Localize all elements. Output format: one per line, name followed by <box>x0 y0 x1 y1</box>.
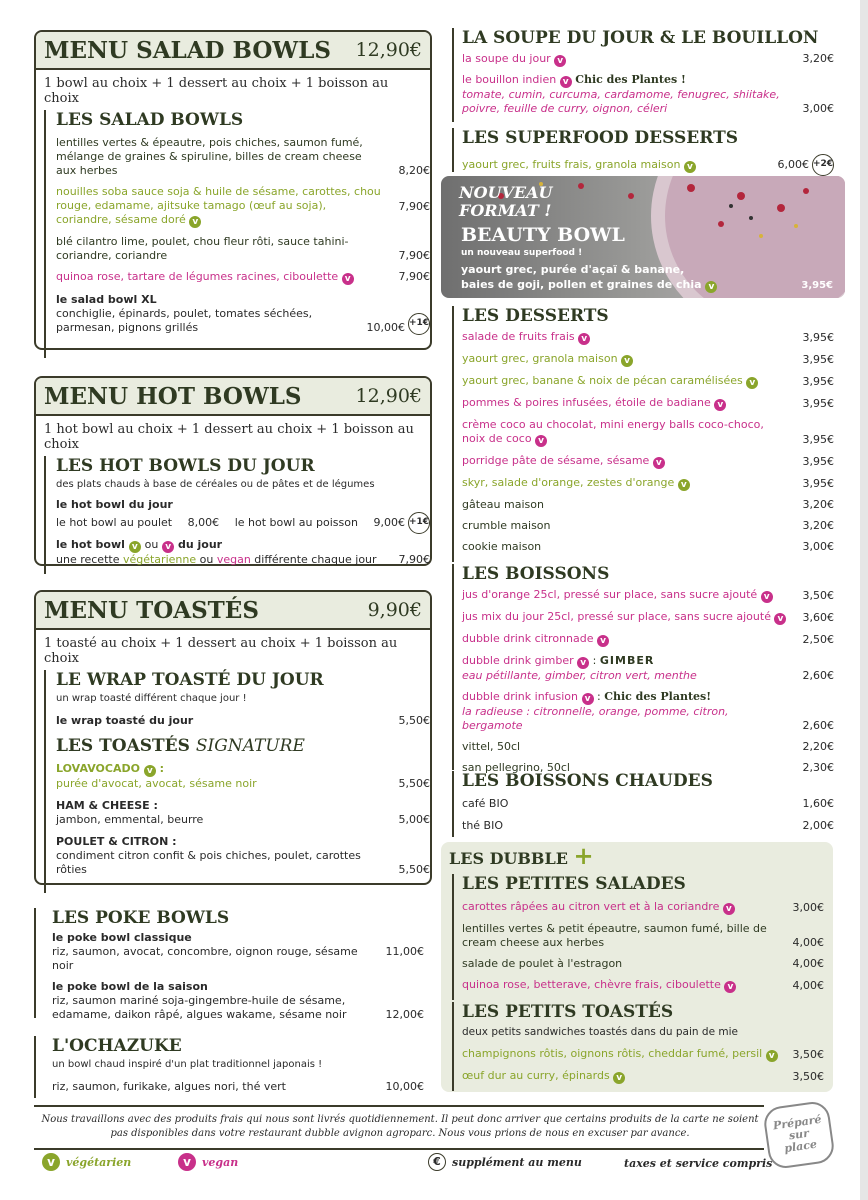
dessert-item <box>462 519 836 533</box>
toast-item-price: 5,50€ <box>398 777 430 790</box>
salad-menu-subtitle: 1 bowl au choix + 1 dessert au choix + 1 boisson au choix <box>44 76 389 106</box>
toast-section <box>44 670 430 893</box>
beauty-text2: baies de goji, pollen et graines de chia <box>461 278 702 291</box>
prepare-sur-place-stamp <box>762 1100 836 1171</box>
hot-menu-header <box>36 378 430 416</box>
poke-item-name: le poke bowl classique <box>52 931 192 944</box>
superfood-price: 6,00€ <box>777 158 809 171</box>
dessert-item <box>462 396 836 411</box>
ochazuke-text: riz, saumon, furikake, algues nori, thé vert <box>52 1080 286 1093</box>
poke-item-price: 11,00€ <box>385 945 424 958</box>
salad-menu-header <box>36 32 430 70</box>
petits-toastes-section <box>452 1002 826 1091</box>
beauty-text1: yaourt grec, purée d'açaï & banane, <box>461 263 685 276</box>
soupe-item <box>462 52 836 67</box>
salad-item-text: nouilles soba sauce soja & huile de sésame, carottes, chou rouge, edamame, ajitsuke tamago (œuf au soja), coriandre, sésame doré <box>56 185 381 226</box>
hot-bowls-desc: des plats chauds à base de céréales ou de pâtes et de légumes <box>56 479 375 490</box>
beauty-line1: NOUVEAU <box>459 183 553 202</box>
petite-salade-item-price: 3,00€ <box>792 901 824 914</box>
wrap-desc: un wrap toasté différent chaque jour ! <box>56 693 247 704</box>
dubble-title: LES DUBBLE <box>449 849 568 868</box>
salad-xl-price: 10,00€ <box>366 321 405 334</box>
bouillon-label: le bouillon indien <box>462 73 557 86</box>
dessert-item-price: 3,20€ <box>802 498 834 511</box>
legend-vegetarian-label: végétarien <box>66 1155 132 1169</box>
ochazuke-section <box>34 1036 424 1098</box>
soupe-price: 3,20€ <box>802 52 834 65</box>
vegan-icon: v <box>723 903 735 915</box>
boisson-item-price: 2,60€ <box>802 669 834 682</box>
signature-title-b: SIGNATURE <box>195 736 305 756</box>
dessert-item <box>462 330 836 345</box>
petit-toaste-item <box>462 1047 826 1062</box>
toast-item-name: POULET & CITRON : <box>56 835 177 848</box>
wrap-item-price: 5,50€ <box>398 714 430 727</box>
petite-salade-item-text: salade de poulet à l'estragon <box>462 957 623 970</box>
soupe-label: la soupe du jour <box>462 52 551 65</box>
poke-item-name: le poke bowl de la saison <box>52 980 208 993</box>
boisson-item-text: jus mix du jour 25cl, pressé sur place, sans sucre ajouté <box>462 610 771 623</box>
hot-bowl-options <box>56 512 430 534</box>
dessert-item <box>462 476 836 491</box>
vegan-icon: v <box>560 76 572 88</box>
dessert-item <box>462 352 836 367</box>
toast-menu-subtitle: 1 toasté au choix + 1 dessert au choix + 1 boisson au choix <box>44 636 398 666</box>
dessert-item-price: 3,95€ <box>802 375 834 388</box>
dessert-item <box>462 454 836 469</box>
chaudes-item <box>462 797 836 811</box>
salad-bowls-title: LES SALAD BOWLS <box>56 110 244 130</box>
dessert-item-text: porridge pâte de sésame, sésame <box>462 454 650 467</box>
supplement-badge: +1€ <box>408 313 430 335</box>
dessert-item-text: salade de fruits frais <box>462 330 575 343</box>
dessert-item-text: yaourt grec, banane & noix de pécan caramélisées <box>462 374 743 387</box>
hot-menu-box <box>34 376 432 566</box>
boisson-item-text: dubble drink gimber <box>462 654 574 667</box>
salad-item-price: 7,90€ <box>398 270 430 283</box>
footer-bottom-line <box>34 1148 764 1150</box>
bouillon-text: tomate, cumin, curcuma, cardamome, fenugrec, shiitake, poivre, feuille de curry, oignon, céleri <box>462 88 780 115</box>
vegetarian-icon: v <box>746 377 758 389</box>
toast-item-name-text: LOVAVOCADO <box>56 762 140 775</box>
hot-bowl-veg-title <box>56 538 430 553</box>
toast-item-text: jambon, emmental, beurre <box>56 813 204 826</box>
hot-bowl-veg-text-e: différente chaque jour <box>254 553 377 566</box>
superfood-section <box>452 128 836 172</box>
petits-toastes-desc: deux petits sandwiches toastés dans du pain de mie <box>462 1026 738 1038</box>
vegetarian-icon: v <box>621 355 633 367</box>
dessert-item-price: 3,95€ <box>802 331 834 344</box>
petite-salade-item-price: 4,00€ <box>792 979 824 992</box>
dessert-item <box>462 418 836 447</box>
beauty-line2: FORMAT ! <box>459 201 552 220</box>
toast-item-text: condiment citron confit & pois chiches, poulet, carottes rôties <box>56 849 361 876</box>
bouillon-title <box>462 73 836 88</box>
hot-menu-price: 12,90€ <box>355 385 422 407</box>
dessert-item-price: 3,00€ <box>802 540 834 553</box>
dessert-item-text: skyr, salade d'orange, zestes d'orange <box>462 476 675 489</box>
poke-item-text: riz, saumon, avocat, concombre, oignon rouge, sésame noir <box>52 945 358 972</box>
boisson-item-text: san pellegrino, 50cl <box>462 761 570 774</box>
hot-bowl-veg-text-c: ou <box>199 553 214 566</box>
legend-vegan <box>178 1153 238 1171</box>
wrap-item-label: le wrap toasté du jour <box>56 714 194 727</box>
boisson-item <box>462 740 836 754</box>
poke-section <box>34 908 424 1021</box>
salad-item-price: 7,90€ <box>398 199 430 213</box>
poke-item-text: riz, saumon mariné soja-gingembre-huile de sésame, edamame, daikon râpé, algues wakame, sésame noir <box>52 994 347 1021</box>
vegan-icon: v <box>597 635 609 647</box>
vegan-icon: v <box>554 55 566 67</box>
soupe-section <box>452 28 836 122</box>
ochazuke-title: L'OCHAZUKE <box>52 1036 182 1056</box>
stamp-text: Préparé sur place <box>772 1112 823 1156</box>
vegetarian-icon: v <box>129 541 141 553</box>
hot-bowl-veg-text-b: végétarienne <box>122 553 197 566</box>
boisson-item-price: 2,20€ <box>802 740 834 753</box>
vegan-icon: v <box>577 657 589 669</box>
vegan-icon: v <box>162 541 174 553</box>
legend-vegetarian <box>42 1153 131 1171</box>
chaudes-title: LES BOISSONS CHAUDES <box>462 771 713 791</box>
toasts-list <box>462 1047 826 1084</box>
petit-toaste-item <box>462 1069 826 1084</box>
dessert-item-price: 3,95€ <box>802 353 834 366</box>
vegan-icon: v <box>342 273 354 285</box>
ochazuke-item <box>52 1080 424 1094</box>
hot-bowl-poulet: le hot bowl au poulet <box>56 516 173 529</box>
chic-des-plantes-logo: Chic des Plantes ! <box>575 73 686 86</box>
salad-item-text: quinoa rose, tartare de légumes racines, ciboulette <box>56 270 339 283</box>
supplement-badge: +2€ <box>812 154 834 176</box>
salades-list <box>462 900 826 993</box>
dessert-item-price: 3,95€ <box>802 477 834 490</box>
signature-title <box>56 736 430 756</box>
boisson-item-text: vittel, 50cl <box>462 740 521 753</box>
vegetarian-icon: v <box>766 1050 778 1062</box>
boisson-item: dubble drink gimber v : GIMBER eau pétillante, gimber, citron vert, menthe 2,60€ <box>462 654 834 682</box>
petite-salade-item <box>462 922 826 950</box>
boisson-item-text: dubble drink citronnade <box>462 632 594 645</box>
salad-item <box>56 235 430 263</box>
vegan-icon: v <box>761 591 773 603</box>
hot-bowls-section <box>44 456 430 574</box>
vegan-icon: v <box>582 693 594 705</box>
hot-bowls-title: LES HOT BOWLS DU JOUR <box>56 456 315 476</box>
wrap-item <box>56 714 430 728</box>
salad-menu-price: 12,90€ <box>355 39 422 61</box>
boisson-item-subtext: eau pétillante, gimber, citron vert, menthe <box>462 669 697 682</box>
hot-bowl-poulet-price: 8,00€ <box>187 516 220 529</box>
hot-menu-title: MENU HOT BOWLS <box>44 382 302 410</box>
salad-xl-text: conchiglie, épinards, poulet, tomates séchées, parmesan, pignons grillés <box>56 307 313 334</box>
gimber-logo: GIMBER <box>599 654 655 667</box>
hot-bowl-veg-text-d: vegan <box>216 553 251 566</box>
boisson-item-price: 2,50€ <box>802 633 834 646</box>
salad-item <box>56 270 430 285</box>
vegan-icon: v <box>535 435 547 447</box>
vegan-icon: v <box>178 1153 196 1171</box>
beauty-tag: un nouveau superfood ! <box>461 248 583 258</box>
boisson-item-price: 3,50€ <box>802 589 834 602</box>
beauty-price: 3,95€ <box>801 280 833 291</box>
dessert-item <box>462 540 836 554</box>
poke-title: LES POKE BOWLS <box>52 908 230 928</box>
dessert-item-price: 3,95€ <box>802 455 834 468</box>
dubble-plus-icon: + <box>573 841 594 870</box>
dessert-item-price: 3,20€ <box>802 519 834 532</box>
boisson-item <box>462 588 836 603</box>
superfood-item <box>462 154 836 176</box>
beauty-title: BEAUTY BOWL <box>461 224 625 246</box>
toast-item-name: LOVAVOCADO v : <box>56 762 165 776</box>
ochazuke-price: 10,00€ <box>385 1080 424 1093</box>
hot-bowl-poisson-price: 9,00€ <box>373 516 405 529</box>
legend-supplement <box>428 1153 582 1171</box>
dessert-item-text: pommes & poires infusées, étoile de badiane <box>462 396 711 409</box>
salad-item <box>56 136 430 178</box>
wrap-title: LE WRAP TOASTÉ DU JOUR <box>56 670 324 690</box>
poke-item <box>52 994 424 1022</box>
hot-bowl-veg-price: 7,90€ <box>398 553 430 566</box>
chaudes-item-price: 1,60€ <box>802 797 834 810</box>
petites-salades-section <box>452 874 826 1000</box>
petite-salade-item-text: carottes râpées au citron vert et à la coriandre <box>462 900 720 913</box>
beauty-bowl-banner <box>441 176 845 298</box>
superfood-text: yaourt grec, fruits frais, granola maison <box>462 157 681 171</box>
vegetarian-icon: v <box>144 765 156 777</box>
petits-toastes-title: LES PETITS TOASTÉS <box>462 1002 674 1022</box>
dessert-item-text: yaourt grec, granola maison <box>462 352 618 365</box>
boisson-item-price: 2,60€ <box>802 719 834 732</box>
toast-item-name-text: POULET & CITRON <box>56 835 169 848</box>
petite-salade-item-price: 4,00€ <box>792 957 824 970</box>
vegan-icon: v <box>578 333 590 345</box>
petit-toaste-item-price: 3,50€ <box>792 1070 824 1083</box>
dessert-item-text: gâteau maison <box>462 498 544 511</box>
desserts-title: LES DESSERTS <box>462 306 609 326</box>
bouillon-price: 3,00€ <box>802 102 834 115</box>
boisson-item-text: jus d'orange 25cl, pressé sur place, sans sucre ajouté <box>462 588 758 601</box>
boissons-section <box>452 564 836 774</box>
hot-bowl-veg-item <box>56 553 430 567</box>
toast-item <box>56 777 430 791</box>
toast-item <box>56 849 430 877</box>
desserts-list <box>462 330 836 554</box>
hot-menu-subtitle: 1 hot bowl au choix + 1 dessert au choix + 1 boisson au choix <box>44 422 414 452</box>
petites-salades-title: LES PETITES SALADES <box>462 874 686 894</box>
toast-item-price: 5,00€ <box>398 813 430 826</box>
vegan-icon: v <box>724 981 736 993</box>
petite-salade-item-text: lentilles vertes & petit épeautre, saumon fumé, bille de cream cheese aux herbes <box>462 922 767 949</box>
euro-icon: € <box>428 1153 446 1171</box>
vegetarian-icon: v <box>678 479 690 491</box>
poke-item <box>52 945 424 973</box>
petite-salade-item-price: 4,00€ <box>792 936 824 949</box>
footer-notice: Nous travaillons avec des produits frais qui nous sont livrés quotidiennement. Il peut donc arriver que certains produits de la carte ne soient pas disponibles dans votre restaurant dubble avignon agroparc. Nous vous prions de nous en excuser par avance. <box>41 1114 759 1139</box>
boisson-item <box>462 610 836 625</box>
salad-item-text: blé cilantro lime, poulet, chou fleur rôti, sauce tahini-coriandre, coriandre <box>56 235 349 262</box>
dessert-item <box>462 498 836 512</box>
legend-taxes: taxes et service compris <box>624 1157 773 1170</box>
supplement-badge: +1€ <box>408 512 430 534</box>
ochazuke-desc: un bowl chaud inspiré d'un plat traditionnel japonais ! <box>52 1059 323 1070</box>
footer-top-line <box>34 1105 764 1107</box>
dubble-panel <box>441 842 833 1092</box>
hot-bowl-veg-title-a: le hot bowl <box>56 538 125 551</box>
salad-menu-title: MENU SALAD BOWLS <box>44 36 332 64</box>
salad-item-text: lentilles vertes & épeautre, pois chiches, saumon fumé, mélange de graines & spiruline, billes de cream cheese aux herbes <box>56 136 363 177</box>
boisson-item-text: dubble drink infusion <box>462 690 578 703</box>
signature-title-a: LES TOASTÉS <box>56 736 190 756</box>
boisson-item-price: 2,30€ <box>802 761 834 774</box>
chaudes-item <box>462 819 836 833</box>
soupe-title: LA SOUPE DU JOUR & LE BOUILLON <box>462 28 819 48</box>
toast-item-text: purée d'avocat, avocat, sésame noir <box>56 777 257 790</box>
vegetarian-icon: v <box>189 216 201 228</box>
vegetarian-icon: v <box>684 161 696 173</box>
dessert-item-price: 3,95€ <box>802 433 834 446</box>
toast-menu-header <box>36 592 430 630</box>
toast-menu-price: 9,90€ <box>367 599 422 621</box>
vegan-icon: v <box>774 613 786 625</box>
salad-item-price: 7,90€ <box>398 249 430 262</box>
dessert-item <box>462 374 836 389</box>
chic-des-plantes-logo: Chic des Plantes! <box>604 690 712 703</box>
petit-toaste-item-text: œuf dur au curry, épinards <box>462 1069 610 1082</box>
toast-item-price: 5,50€ <box>398 863 430 876</box>
boisson-item-price: 3,60€ <box>802 611 834 624</box>
vegetarian-icon: v <box>705 281 717 293</box>
hot-bowl-veg-title-c: du jour <box>177 538 223 551</box>
boissons-list <box>462 588 836 775</box>
vegetarian-icon: v <box>613 1072 625 1084</box>
vegetarian-icon: v <box>42 1153 60 1171</box>
petite-salade-item <box>462 900 826 915</box>
dessert-item-text: cookie maison <box>462 540 542 553</box>
dessert-item-text: crumble maison <box>462 519 551 532</box>
petit-toaste-item-price: 3,50€ <box>792 1048 824 1061</box>
boissons-title: LES BOISSONS <box>462 564 610 584</box>
dessert-item-price: 3,95€ <box>802 397 834 410</box>
poke-item-price: 12,00€ <box>385 1008 424 1021</box>
toast-item-name: HAM & CHEESE : <box>56 799 158 812</box>
legend-supplement-label: supplément au menu <box>452 1155 582 1169</box>
salad-item-price: 8,20€ <box>398 164 430 177</box>
hot-bowl-poisson: le hot bowl au poisson <box>234 516 358 529</box>
boisson-item <box>462 632 836 647</box>
petit-toaste-item-text: champignons rôtis, oignons rôtis, cheddar fumé, persil <box>462 1047 763 1060</box>
hot-bowl-veg-text-a: une recette <box>56 553 120 566</box>
chaudes-item-text: thé BIO <box>462 819 503 832</box>
dessert-item-text: crème coco au chocolat, mini energy balls coco-choco, noix de coco <box>462 418 764 445</box>
petite-salade-item-text: quinoa rose, betterave, chèvre frais, ciboulette <box>462 978 721 991</box>
chaudes-item-price: 2,00€ <box>802 819 834 832</box>
toast-item <box>56 813 430 827</box>
salad-menu-box <box>34 30 432 350</box>
vegan-icon: v <box>653 457 665 469</box>
superfood-title: LES SUPERFOOD DESSERTS <box>462 128 739 148</box>
salad-item <box>56 185 430 228</box>
toast-item-name-text: HAM & CHEESE <box>56 799 150 812</box>
hot-bowl-jour-title: le hot bowl du jour <box>56 498 173 511</box>
salad-bowls-section <box>44 110 430 358</box>
petite-salade-item <box>462 978 826 993</box>
hot-bowl-veg-title-b: ou <box>144 538 159 551</box>
legend-vegan-label: vegan <box>202 1155 239 1169</box>
bouillon-item <box>462 88 836 116</box>
toast-menu-title: MENU TOASTÉS <box>44 596 259 624</box>
salad-xl-item <box>56 307 430 335</box>
boisson-item-subtext: la radieuse : citronnelle, orange, pomme, citron, bergamote <box>462 705 729 732</box>
boisson-item: dubble drink infusion v : Chic des Plantes! la radieuse : citronnelle, orange, pomme, citron, bergamote 2,60€ <box>462 690 834 732</box>
chaudes-section <box>452 771 836 837</box>
desserts-section <box>452 306 836 562</box>
toast-menu-box <box>34 590 432 885</box>
vegan-icon: v <box>714 399 726 411</box>
chaudes-item-text: café BIO <box>462 797 509 810</box>
petite-salade-item <box>462 957 826 971</box>
salad-xl-title: le salad bowl XL <box>56 293 157 306</box>
